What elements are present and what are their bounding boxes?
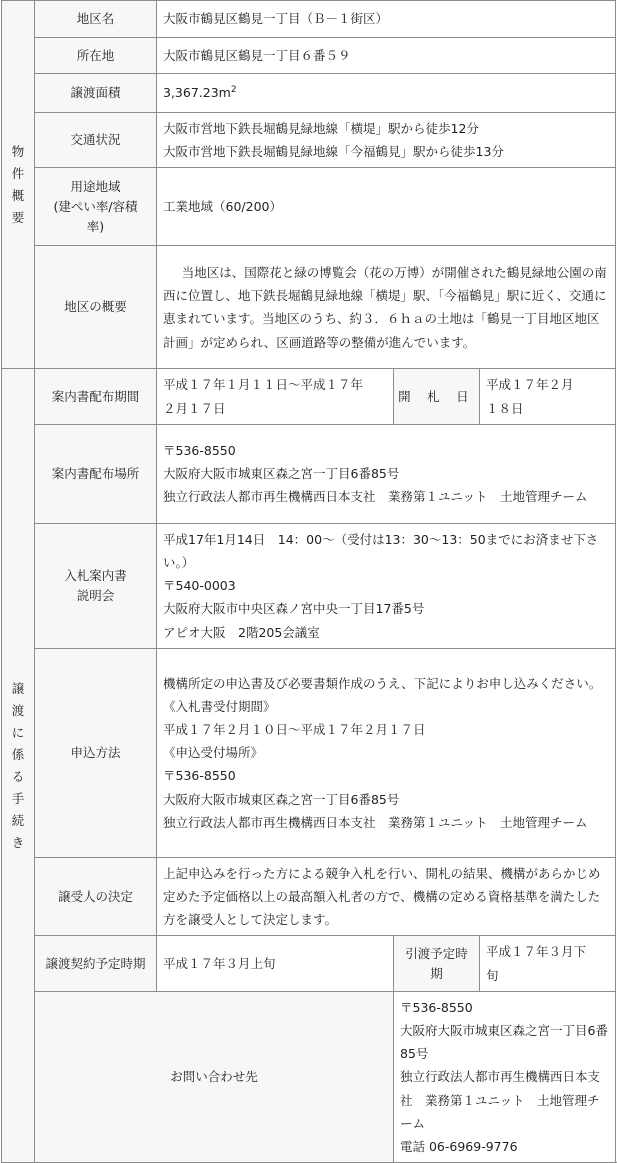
contract-timing-value: 平成１７年３月上旬 [157, 936, 394, 991]
location-label: 所在地 [35, 38, 157, 74]
bid-opening-date-label: 開 札 日 [394, 369, 480, 424]
section-procedure-label: 譲渡に係る手続き [2, 369, 35, 1163]
briefing-value: 平成17年1月14日 14：00～（受付は13：30～13：50までにお済ませ下さい。） 〒540-0003 大阪府大阪市中央区森ノ宮中央一丁目17番5号 アピオ大阪 2階205会議室 [157, 523, 616, 648]
transport-label: 交通状況 [35, 113, 157, 168]
area-number: 3,367.23m [163, 85, 231, 101]
row-distribution-period [2, 369, 616, 424]
row-summary [2, 246, 616, 369]
row-distribution-place [2, 424, 616, 523]
area-label: 譲渡面積 [35, 74, 157, 113]
zoning-value: 工業地域（60/200） [157, 168, 616, 246]
row-contact [2, 991, 616, 1162]
application-value: 機構所定の申込書及び必要書類作成のうえ、下記によりお申し込みください。 《入札書受付期間》 平成１７年２月１０日～平成１７年２月１７日 《申込受付場所》 〒536-8550 大阪府大阪市城東区森之宮一丁目6番85号 独立行政法人都市再生機構西日本支社 業務第１ユニット 土地管理チーム [157, 648, 616, 857]
distribution-place-label: 案内書配布場所 [35, 424, 157, 523]
application-label: 申込方法 [35, 648, 157, 857]
transport-value [157, 113, 616, 168]
row-application [2, 648, 616, 857]
row-transport [2, 113, 616, 168]
distribution-period-label: 案内書配布期間 [35, 369, 157, 424]
section-overview-label: 物件概要 [2, 1, 35, 369]
row-area [2, 74, 616, 113]
briefing-label: 入札案内書 説明会 [35, 523, 157, 648]
bid-opening-date-value: 平成１７年２月 １８日 [480, 369, 616, 424]
area-value [157, 74, 616, 113]
property-info-table [1, 0, 616, 1163]
transport-line: 大阪市営地下鉄長堀鶴見緑地線「今福鶴見」駅から徒歩13分 [163, 144, 504, 160]
transport-line: 大阪市営地下鉄長堀鶴見緑地線「横堤」駅から徒歩12分 [163, 121, 479, 136]
distribution-place-value: 〒536-8550 大阪府大阪市城東区森之宮一丁目6番85号 独立行政法人都市再生機構西日本支社 業務第１ユニット 土地管理チーム [157, 424, 616, 523]
row-contract-timing [2, 936, 616, 991]
summary-label: 地区の概要 [35, 246, 157, 369]
row-briefing [2, 523, 616, 648]
row-district [2, 1, 616, 38]
contact-label: お問い合わせ先 [35, 991, 394, 1162]
row-location [2, 38, 616, 74]
contract-timing-label: 譲渡契約予定時期 [35, 936, 157, 991]
row-zoning [2, 168, 616, 246]
delivery-timing-label: 引渡予定時 期 [394, 936, 480, 991]
distribution-period-value: 平成１７年１月１１日～平成１７年 ２月１７日 [157, 369, 394, 424]
area-unit-superscript: 2 [230, 85, 237, 96]
zoning-label: 用途地域 (建ぺい率/容積 率) [35, 168, 157, 246]
district-value: 大阪市鶴見区鶴見一丁目（Ｂ－１街区） [157, 1, 616, 38]
transferee-decision-label: 譲受人の決定 [35, 857, 157, 936]
contact-value: 〒536-8550 大阪府大阪市城東区森之宮一丁目6番85号 独立行政法人都市再生機構西日本支社 業務第１ユニット 土地管理チーム 電話 06-6969-9776 [394, 991, 616, 1162]
district-label: 地区名 [35, 1, 157, 38]
location-value: 大阪市鶴見区鶴見一丁目６番５９ [157, 38, 616, 74]
transferee-decision-text: 上記申込みを行った方による競争入札を行い、開札の結果、機構があらかじめ定めた予定価格以上の最高額入札者の方で、機構の定める資格基準を満たした方を譲受人として決定します。 [157, 857, 616, 936]
summary-text: 当地区は、国際花と緑の博覧会（花の万博）が開催された鶴見緑地公園の南西に位置し、地下鉄長堀鶴見緑地線「横堤」駅、「今福鶴見」駅に近く、交通に恵まれています。当地区のうち、約３．６ｈａの土地は「鶴見一丁目地区地区計画」が定められ、区画道路等の整備が進んでいます。 [157, 246, 616, 369]
row-transferee-decision [2, 857, 616, 936]
delivery-timing-value: 平成１７年３月下 旬 [480, 936, 616, 991]
